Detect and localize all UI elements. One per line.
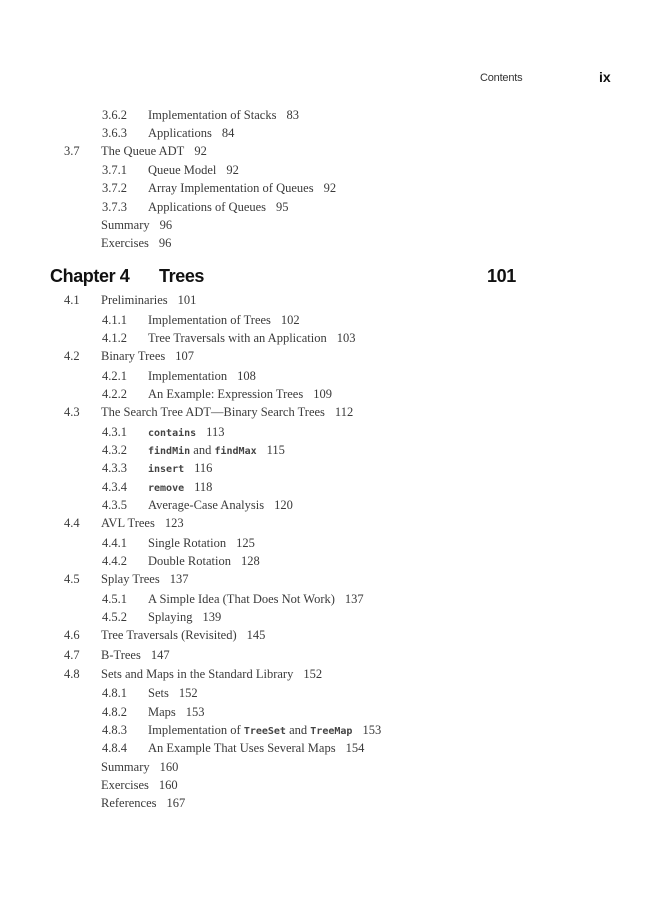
title-text: Exercises (101, 236, 149, 250)
page-number: ix (599, 69, 611, 85)
section-title (101, 646, 170, 664)
title-text: Summary (101, 218, 150, 232)
title-text: Array Implementation of Queues (148, 181, 314, 195)
section-number: 4.3 (64, 405, 80, 419)
chapter-heading (0, 266, 660, 292)
section-title (148, 179, 336, 197)
section-title (148, 106, 299, 124)
section-title (148, 496, 293, 514)
section-number: 4.8.4 (102, 741, 127, 755)
title-text: Tree Traversals (Revisited) (101, 628, 237, 642)
title-text: Double Rotation (148, 554, 231, 568)
page-ref: 108 (237, 369, 256, 383)
page-ref: 103 (336, 331, 356, 345)
title-text: Single Rotation (148, 536, 227, 550)
section-number: 4.1.2 (102, 331, 127, 345)
section-title (148, 311, 300, 329)
page-ref: 107 (175, 349, 194, 363)
section-title (148, 423, 224, 443)
code-term: findMin (148, 446, 191, 457)
page-ref: 147 (150, 648, 170, 662)
page-ref: 128 (240, 554, 260, 568)
section-title (101, 234, 171, 252)
title-text: B-Trees (101, 648, 141, 662)
section-number: 4.8.3 (102, 723, 127, 737)
title-text: A Simple Idea (That Does Not Work) (148, 592, 335, 606)
page-ref: 101 (177, 293, 197, 307)
title-text: Exercises (101, 778, 149, 792)
section-title (148, 441, 285, 461)
section-number: 4.5.2 (102, 610, 127, 624)
section-title (101, 794, 185, 812)
title-text: Sets and Maps in the Standard Library (101, 667, 294, 681)
page-ref: 92 (226, 163, 239, 177)
code-term: TreeMap (310, 726, 353, 737)
section-number: 3.6.2 (102, 108, 127, 122)
page-ref: 160 (158, 778, 178, 792)
section-number: 3.6.3 (102, 126, 127, 140)
page-ref: 139 (202, 610, 222, 624)
section-title (101, 758, 178, 776)
section-title (148, 684, 198, 702)
section-number: 4.2 (64, 349, 80, 363)
page-ref: 92 (194, 144, 207, 158)
page-ref: 153 (362, 723, 382, 737)
page-ref: 120 (274, 498, 293, 512)
title-text: Implementation of (148, 723, 244, 737)
page-ref: 113 (206, 425, 225, 439)
title-text: and (190, 443, 215, 457)
section-title (101, 776, 178, 794)
section-title (148, 329, 355, 347)
section-title (148, 552, 260, 570)
page-ref: 137 (169, 572, 189, 586)
section-number: 4.3.3 (102, 461, 127, 475)
section-title (148, 385, 332, 403)
chapter-title: Trees (159, 266, 205, 286)
section-number: 4.4.2 (102, 554, 127, 568)
title-text: Tree Traversals with an Application (148, 331, 327, 345)
title-text: An Example That Uses Several Maps (148, 741, 336, 755)
code-term: insert (148, 464, 185, 475)
title-text: AVL Trees (101, 516, 155, 530)
title-text: Sets (148, 686, 169, 700)
page-ref: 83 (286, 108, 299, 122)
section-number: 4.1.1 (102, 313, 127, 327)
code-term: TreeSet (243, 726, 286, 737)
title-text: The Queue ADT (101, 144, 185, 158)
section-title (101, 403, 353, 421)
title-text: Applications (148, 126, 212, 140)
section-number: 4.4 (64, 516, 80, 530)
page-ref: 112 (334, 405, 354, 419)
section-title (101, 570, 188, 588)
section-title (148, 478, 212, 498)
code-term: contains (148, 428, 197, 439)
section-title (101, 142, 207, 160)
title-text: The Search Tree ADT—Binary Search Trees (101, 405, 325, 419)
title-text: Splaying (148, 610, 193, 624)
page-ref: 152 (303, 667, 323, 681)
page-ref: 96 (158, 236, 172, 250)
page-ref: 95 (276, 200, 289, 214)
section-title (101, 347, 194, 365)
section-title (101, 665, 322, 683)
section-title (148, 739, 364, 757)
page-ref: 154 (345, 741, 365, 755)
section-title (148, 721, 381, 741)
page-ref: 152 (178, 686, 198, 700)
section-number: 4.3.2 (102, 443, 127, 457)
title-text: Implementation of Stacks (148, 108, 277, 122)
section-number: 3.7.1 (102, 163, 127, 177)
page-ref: 125 (236, 536, 255, 550)
section-number: 4.3.1 (102, 425, 127, 439)
title-text: Implementation of Trees (148, 313, 271, 327)
code-term: remove (148, 483, 185, 494)
code-term: findMax (214, 446, 257, 457)
section-title (101, 514, 184, 532)
title-text: Summary (101, 760, 150, 774)
section-title (101, 291, 196, 309)
page-ref: 123 (164, 516, 184, 530)
section-number: 3.7 (64, 144, 80, 158)
section-number: 4.8.2 (102, 705, 127, 719)
section-number: 4.2.2 (102, 387, 127, 401)
page-ref: 118 (194, 480, 213, 494)
page-ref: 160 (159, 760, 179, 774)
title-text: References (101, 796, 157, 810)
section-title (101, 216, 172, 234)
page-ref: 102 (280, 313, 300, 327)
title-text: Queue Model (148, 163, 217, 177)
section-number: 4.2.1 (102, 369, 127, 383)
running-header (0, 70, 660, 90)
page-ref: 145 (246, 628, 266, 642)
section-number: 4.8.1 (102, 686, 127, 700)
section-number: 4.3.5 (102, 498, 127, 512)
page-ref: 167 (166, 796, 186, 810)
section-number: 3.7.2 (102, 181, 127, 195)
section-title (148, 534, 255, 552)
section-title (101, 626, 265, 644)
section-number: 4.7 (64, 648, 80, 662)
section-title (148, 608, 221, 626)
chapter-page: 101 (487, 266, 516, 286)
page-ref: 84 (221, 126, 235, 140)
title-text: Applications of Queues (148, 200, 267, 214)
section-number: 4.1 (64, 293, 80, 307)
section-number: 3.7.3 (102, 200, 127, 214)
title-text: Binary Trees (101, 349, 166, 363)
page-ref: 153 (185, 705, 205, 719)
section-number: 4.8 (64, 667, 80, 681)
page-ref: 96 (159, 218, 173, 232)
section-title (148, 459, 212, 479)
title-text: and (285, 723, 311, 737)
section-title (148, 198, 289, 216)
section-number: 4.6 (64, 628, 80, 642)
section-title (148, 161, 239, 179)
section-number: 4.4.1 (102, 536, 127, 550)
page-ref: 109 (313, 387, 332, 401)
chapter-label: Chapter 4 (50, 266, 130, 286)
section-title (148, 367, 256, 385)
section-number: 4.3.4 (102, 480, 127, 494)
section-title (148, 124, 234, 142)
section-title (148, 703, 205, 721)
title-text: Maps (148, 705, 176, 719)
title-text: Implementation (148, 369, 228, 383)
title-text: Splay Trees (101, 572, 160, 586)
title-text: Preliminaries (101, 293, 168, 307)
title-text: Average-Case Analysis (148, 498, 265, 512)
title-text: An Example: Expression Trees (148, 387, 304, 401)
page-ref: 92 (323, 181, 337, 195)
section-number: 4.5 (64, 572, 80, 586)
section-title (148, 590, 364, 608)
section-number: 4.5.1 (102, 592, 127, 606)
running-title: Contents (480, 72, 523, 84)
page-ref: 137 (344, 592, 364, 606)
page-ref: 115 (266, 443, 285, 457)
page-ref: 116 (194, 461, 213, 475)
